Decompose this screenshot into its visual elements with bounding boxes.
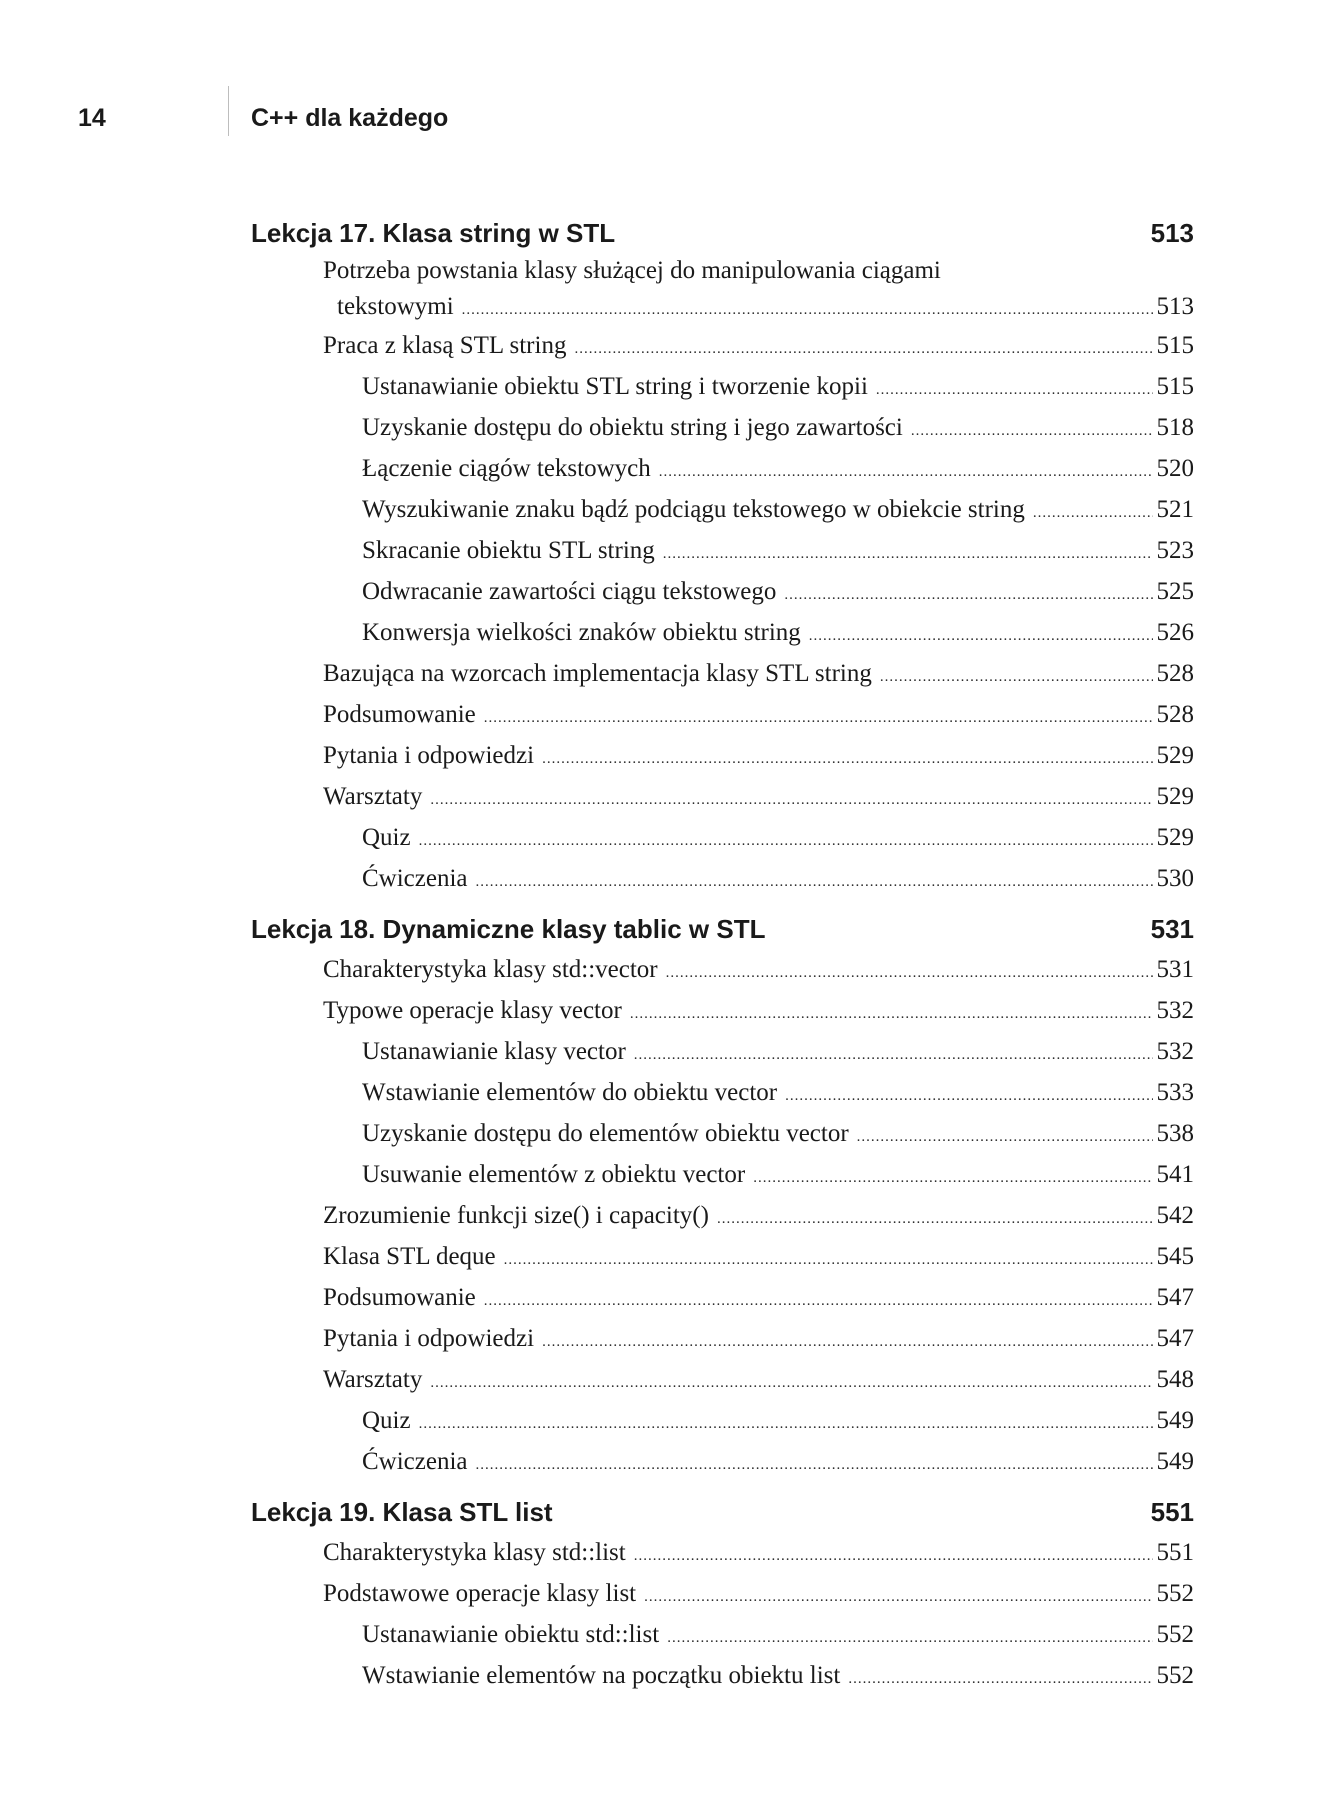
dot-leader [484,698,1153,739]
header-divider [228,86,229,136]
entry-page: 542 [1156,1202,1194,1229]
dot-leader [462,292,1153,328]
chapter-page: 513 [1150,218,1194,248]
toc-entry[interactable] [323,1532,1194,1573]
toc-entry[interactable] [362,1614,1194,1655]
toc-chapter [251,909,1194,1482]
toc-entry[interactable] [362,1400,1194,1441]
toc-entry[interactable] [323,1573,1194,1614]
entry-label: Ćwiczenia [362,865,468,892]
entry-label: Uzyskanie dostępu do obiektu string i jego zawartości [362,414,903,441]
dot-leader [430,780,1152,821]
chapter-heading[interactable] [251,909,1194,949]
entry-label: Zrozumienie funkcji size() i capacity() [323,1202,709,1229]
entry-label: Ustanawianie obiektu STL string i tworzenie kopii [362,373,868,400]
toc-entry[interactable] [323,1318,1194,1359]
entry-page: 552 [1156,1662,1194,1689]
entry-label-line1: Potrzeba powstania klasy służącej do manipulowania ciągami [323,257,941,284]
toc-entry[interactable] [362,1441,1194,1482]
toc-entry[interactable] [323,653,1194,694]
toc-chapter [251,1492,1194,1696]
entry-label: Podsumowanie [323,701,476,728]
entry-label: Klasa STL deque [323,1243,496,1270]
dot-leader [666,953,1153,994]
entry-page: 518 [1156,414,1194,441]
entry-page: 547 [1156,1325,1194,1352]
entry-page: 549 [1156,1407,1194,1434]
chapter-page: 531 [1150,914,1194,944]
entry-label: Quiz [362,1407,411,1434]
entry-label: Odwracanie zawartości ciągu tekstowego [362,578,777,605]
entry-label: Konwersja wielkości znaków obiektu string [362,619,801,646]
dot-leader [1033,493,1153,534]
entry-label: Skracanie obiektu STL string [362,537,655,564]
dot-leader [659,452,1153,493]
dot-leader [634,1035,1153,1076]
entry-page: 529 [1156,783,1194,810]
entry-label: Wstawianie elementów do obiektu vector [362,1079,778,1106]
dot-leader [634,1536,1153,1577]
entry-label: Usuwanie elementów z obiektu vector [362,1161,746,1188]
entry-label: Bazująca na wzorcach implementacja klasy STL string [323,660,872,687]
toc-entry[interactable] [362,571,1194,612]
entry-page: 545 [1156,1243,1194,1270]
toc-entry[interactable] [362,1655,1194,1696]
entry-label: Warsztaty [323,783,423,810]
entry-page: 530 [1156,865,1194,892]
entry-page: 541 [1156,1161,1194,1188]
entry-label: Łączenie ciągów tekstowych [362,455,651,482]
entry-page: 551 [1156,1539,1194,1566]
toc-entry[interactable] [362,1154,1194,1195]
toc-entry[interactable] [362,1072,1194,1113]
dot-leader [717,1199,1153,1240]
dot-leader [880,657,1153,698]
toc-entry[interactable] [362,817,1194,858]
entry-page: 523 [1156,537,1194,564]
dot-leader [785,1076,1152,1117]
toc-entry[interactable] [362,530,1194,571]
entry-label: Pytania i odpowiedzi [323,742,535,769]
toc-entry[interactable] [323,325,1194,366]
entry-label: Wyszukiwanie znaku bądź podciągu tekstowego w obiekcie string [362,496,1025,523]
entry-page: 552 [1156,1580,1194,1607]
toc-entry[interactable] [362,407,1194,448]
toc-entry[interactable] [362,1031,1194,1072]
dot-leader [542,739,1152,780]
toc-entry[interactable] [362,858,1194,899]
toc-entry[interactable] [323,776,1194,817]
dot-leader [857,1117,1153,1158]
dot-leader [644,1577,1152,1618]
chapter-title: Lekcja 17. Klasa string w STL [251,218,616,248]
toc-entry[interactable] [323,1195,1194,1236]
entry-page: 526 [1156,619,1194,646]
entry-label: Warsztaty [323,1366,423,1393]
chapter-heading[interactable] [251,213,1194,253]
entry-page: 529 [1156,742,1194,769]
entry-label: Quiz [362,824,411,851]
toc-entry[interactable] [323,735,1194,776]
page-number: 14 [78,104,106,132]
book-title: C++ dla każdego [251,104,449,132]
entry-page: 521 [1156,496,1194,523]
entry-page: 525 [1156,578,1194,605]
toc-entry[interactable] [323,949,1194,990]
chapter-title: Lekcja 19. Klasa STL list [251,1497,553,1527]
dot-leader [504,1240,1153,1281]
toc-entry[interactable] [323,694,1194,735]
entry-page: 529 [1156,824,1194,851]
dot-leader [630,994,1153,1035]
running-header [0,100,1339,140]
entry-page: 532 [1156,1038,1194,1065]
table-of-contents [251,213,1194,1696]
entry-page: 552 [1156,1621,1194,1648]
dot-leader [809,616,1153,657]
toc-entry[interactable] [362,366,1194,407]
entry-label: Typowe operacje klasy vector [323,997,622,1024]
dot-leader [476,1445,1153,1486]
entry-label: Pytania i odpowiedzi [323,1325,535,1352]
entry-label: Charakterystyka klasy std::vector [323,956,658,983]
dot-leader [484,1281,1153,1322]
chapter-page: 551 [1150,1497,1194,1527]
entry-label: Ćwiczenia [362,1448,468,1475]
entry-page: 531 [1156,956,1194,983]
chapter-title: Lekcja 18. Dynamiczne klasy tablic w STL [251,914,766,944]
entry-label: Ustanawianie obiektu std::list [362,1621,660,1648]
entry-page: 548 [1156,1366,1194,1393]
entry-page: 533 [1156,1079,1194,1106]
toc-entry[interactable] [362,1113,1194,1154]
dot-leader [753,1158,1152,1199]
chapter-heading[interactable] [251,1492,1194,1532]
entry-page: 528 [1156,701,1194,728]
entry-label: Praca z klasą STL string [323,332,567,359]
dot-leader [848,1659,1152,1700]
entry-page: 528 [1156,660,1194,687]
toc-entry[interactable] [362,448,1194,489]
toc-entry[interactable] [362,612,1194,653]
entry-label-line2: tekstowymi [337,293,454,320]
entry-label: Podsumowanie [323,1284,476,1311]
dot-leader [419,821,1153,862]
dot-leader [876,370,1153,411]
toc-entry[interactable] [323,1359,1194,1400]
entry-page: 549 [1156,1448,1194,1475]
dot-leader [419,1404,1153,1445]
entry-label: Uzyskanie dostępu do elementów obiektu vector [362,1120,849,1147]
entry-page: 538 [1156,1120,1194,1147]
entry-page: 520 [1156,455,1194,482]
entry-label: Charakterystyka klasy std::list [323,1539,626,1566]
dot-leader [667,1618,1152,1659]
entry-label: Ustanawianie klasy vector [362,1038,626,1065]
entry-page: 547 [1156,1284,1194,1311]
entry-label: Wstawianie elementów na początku obiektu list [362,1662,841,1689]
entry-page: 515 [1156,332,1194,359]
dot-leader [430,1363,1152,1404]
toc-entry[interactable] [323,253,1194,325]
dot-leader [663,534,1153,575]
entry-page: 515 [1156,373,1194,400]
dot-leader [476,862,1153,903]
dot-leader [784,575,1152,616]
dot-leader [574,329,1152,370]
toc-chapter [251,213,1194,899]
toc-entry[interactable] [323,990,1194,1031]
entry-label: Podstawowe operacje klasy list [323,1580,637,1607]
entry-page: 532 [1156,997,1194,1024]
dot-leader [911,411,1153,452]
toc-entry[interactable] [323,1277,1194,1318]
entry-page: 513 [1156,293,1194,320]
dot-leader [542,1322,1152,1363]
toc-entry[interactable] [362,489,1194,530]
toc-entry[interactable] [323,1236,1194,1277]
